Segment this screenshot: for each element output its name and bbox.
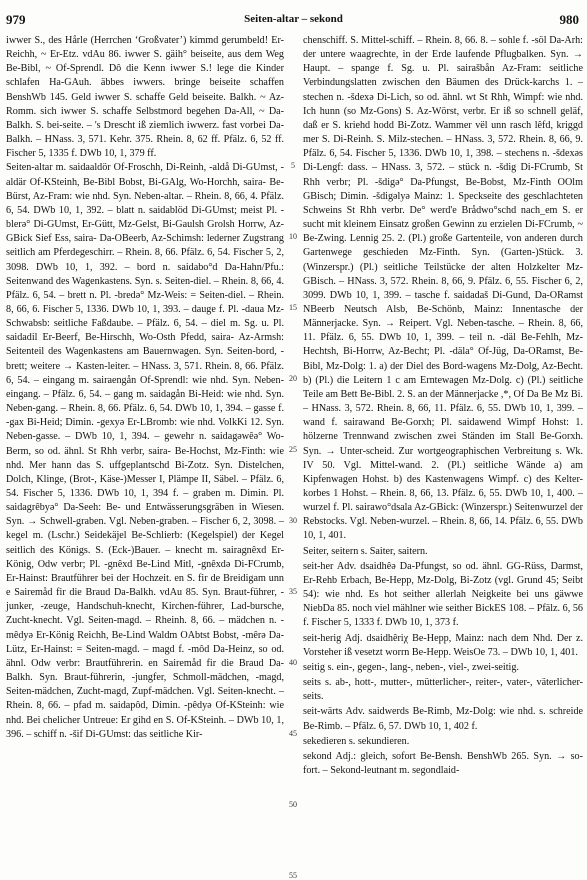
page-header — [0, 0, 587, 30]
entry-seit-herig: seit-herig Adj. dsaidhêriχ Be-Hepp, Mainz: nach dem Nhd. Der z. Vorsteher iß vesetzt worrn Be-Hepp. WeisOe 73. – DWb 10, 1, 401. — [303, 632, 583, 658]
line-number: 35 — [289, 587, 297, 596]
line-number: 5 — [291, 161, 295, 170]
line-number: 30 — [289, 516, 297, 525]
page-number-left: 979 — [6, 12, 26, 27]
entry-sekond: sekond Adj.: gleich, sofort Be-Bensh. BenshWb 265. Syn. → so-fort. – Sekond-leutnant m. segondlaid- — [303, 750, 583, 776]
line-number: 15 — [289, 303, 297, 312]
entry-seiten-continued: iwwer S., des Hårle (Herrchen ‘Großvater’) kimmd gerumbeld! Er-Reichh, ~ Er-Etz. vdAu 86. iwwer S. gäih° beiseite, aus dem Weg Be-Bibl, ~ Of-Sprendl. Dô die Kenn iwwer S.! lege die Kinder schlafen Ha-GAuh. äbbes iwwers. bringe beiseite schaffen BenshWb 145. Geld iwwer S. schaffe Geld beiseite. Balkh. ~ Az-Romm. sich iwwer S. schaffe Selbstmord begehen Da-All, ~ Da-Balkh. S. bei-seite. – 's Drescht iß ziemlich iwwerz. fast vorbei Da-Balkh. – HNass. 3, 571. Kehr. 375. Rhein. 8, 62 ff. Pfälz. 6, 52 ff. Fischer 5, 1335 f. DWb 10, 1, 379 ff. — [6, 35, 284, 160]
line-number: 20 — [289, 374, 297, 383]
right-column — [303, 34, 583, 778]
page-number-right: 980 — [559, 12, 579, 27]
line-number: 55 — [289, 871, 297, 880]
entry-seiter: Seiter, seitern s. Saiter, saitern. — [303, 545, 428, 557]
line-number: 40 — [289, 658, 297, 667]
entry-seiten-continued-right: chenschiff. S. Mittel-schiff. – Rhein. 8, 66. 8. – sohle f. -söl Da-Arh: der untere waagrechte, in der Erde laufende Pflugbalken. Syn. → Haupt. – spange f. Sg. u. Pl. sairašbån Az-Fram: seitliche Verbindungslatten zwischen den Bäumen des Drück-karchs 1. – stechen n. -šdexə Di-Lich, so od. ähnl. wt St Rhh, Wimpf: wie nhd. Ich hunn (so Mz-Gons) S. Az-Wörst, verbr. Er iß so schnell geläf, daß er S. kriehd hodd Bi-Zotz. Wammer vël unn rasch lêfd, kriggd mer S. Di-Reinh. S. Milz-stechen. – HNass. 3, 572. Rhein. 8, 66, 9. Pfälz. 6, 54. Fischer 5, 1336. DWb 10, 1, 398. – stechens n. -šdexəs Di-Lengf: dass. – HNass. 3, 572. – stück n. -šdig Di-FCrumb, St Rhh verbr; Pl. -šdigə° Da-Pfungst, Be-Bobst, Mz-Finth OOlm GBisch; Dimin. -šdigəlyə Mainz: 1. Speckseite des geschlachteten Schweins St Rhh verbr. De° werd'e Brådwo°schd nach_em S. er sucht mit kleinem Einsatz großen Gewinn zu erzielen Di-FCrumb, ~ Be-Zwing. Lennig 25. 2. (Pl.) große Gartenteile, von anderen durch Gartenwege geschieden Mz-Finth. Syn. (Garten-)Stück. 3. (Winzerspr.) (Pl.) seitliche Teilstücke der alten Holzkelter Mz-GBisch. – HNass. 3, 572. Rhein. 8, 66, 9. Pfälz. 6, 55. Fischer 6, 2, 3099. DWb 10, 1, 399. – tasche f. saidadaš Di-Gund, Da-ORamst NBeerb Neutsch Alsb, Be-Schönb, Mainz: Innentasche der Männerjacke. Syn. → Reipert. Vgl. Neben-tasche. – Rhein. 8, 66, 11. Pfälz. 6, 55. DWb 10, 1, 399. – teil n. -däl Be-Fehlh, Mz-Hechtsh, Bi-Horrw, Az-Becht; Pl. -däla° Of-Jüg, Da-ORamst, Be-Bibl, Mz-Dolg: 1. a) der Diel des Bord-wagens Mz-Dolg, Az-Becht. b) (Pl.) die Leitern 1 c am Erntewagen Mz-Dolg. c) (Pl.) seitliche Teile am Bett Be-Bibl. 2. S. an der Männerjacke ,*, Of Da Be Mz Bi. – HNass. 3, 572. Rhein. 8, 66, 11. Pfälz. 6, 55. DWb 10, 1, 399. – wand f. sairawand Be-Gorxh; Pl. saidawend Wimpf Hohst: 1. hölzerne Trennwand zwischen zwei Ständen im Stall Be-Gorxh. Syn. → Unter-scheid. Zur wortgeographischen Verbreitung s. Wk. IV 50. Vgl. Mittel-wand. 2. (Pl.) seitliche Wände a) am Kipfenwagen Hohst. b) des Kastenwagens Wimpf. c) des Kelter-korbes 1 Hohst. – Rhein. 8, 66, 13. Pfälz. 6, 55. DWb 10, 1, 400. – wurzel f. Pl. sairawo°dsala Az-GBick: (Winzerspr.) Seitenwurzel der Rebstocks. Vgl. Neben-wurzel. – Rhein. 8, 66, 14. Pfälz. 6, 55. DWb 10, 1, 401. — [303, 35, 583, 542]
entry-seitig: seitig s. ein-, gegen-, lang-, neben-, viel-, zwei-seitig. — [303, 661, 519, 673]
line-number: 10 — [289, 232, 297, 241]
line-number: 50 — [289, 800, 297, 809]
line-number: 45 — [289, 729, 297, 738]
entry-seit-waerts: seit-wärts Adv. saidwerds Be-Rimb, Mz-Dolg: wie nhd. s. schreide Be-Rimb. – Pfälz. 6, 57. DWb 10, 1, 402 f. — [303, 706, 583, 732]
entry-seits: seits s. ab-, hott-, mutter-, mütterlicher-, reiter-, vater-, väterlicher-seits. — [303, 677, 583, 703]
running-head: Seiten-altar – sekond — [244, 13, 343, 25]
line-number: 25 — [289, 445, 297, 454]
left-column — [6, 34, 284, 742]
entry-sekedieren: sekedieren s. sekundieren. — [303, 735, 410, 747]
entry-seit-her: seit-her Adv. dsaidhêə Da-Pfungst, so od. ähnl. GG-Rüss, Darmst, Er-Rehb Erbach, Be-Hepp, Mz-Dolg, Bi-Zotz (vgl. Grund 45; Seibt 54): wie nhd. Es hot seither allerlah Neigkeite bei uns gäwwe NiebDa 85. noch viel mählner wie seither BickES 108. – Pfälz. 6, 56 f. Fischer 5, 1333 f. DWb 10, 1, 373 f. — [303, 560, 583, 629]
entry-seiten-altar: Seiten-altar m. saidaaldör Of-Froschh, Di-Reinh, -aldå Di-GUmst, -aldär Of-KSteinh, Be-Bibl Bobst, Bi-GAlg, Wo-Horchh, saira- Be-Bürst, Az-Fram: wie nhd. Syn. Neben-altar. – Rhein. 8, 66, 4. Pfälz. 6, 54. DWb 10, 1, 392. – blatt n. saidablöd Di-GUmst; meist Pl. -blerə° Di-GUmst, Er-Gütt, Mz-Gelst, Bi-Gaulsh Grolsh Horrw, Az-GBick Sief Ess, saira- Da-OBeerb, Az-Schimsh: lederner Zugstrang seitlich am Pferdegeschirr. – Rhein. 8, 66. Pfälz. 6, 54. Fischer 5, 2, 3098. DWb 10, 1, 392. – bord n. saidabo°d Da-Hahn/Pfu.: Seitenwand des Wagenkastens. Syn. s. Seiten-diel. – Rhein. 8, 66, 4. Pfälz. 6, 54. – brett n. Pl. -bredə° Mz-Weis: = Seiten-diel. – Rhein. 8, 66, 6. Fischer 5, 1336. DWb 10, 1, 393. – dauge f. Pl. -daua Mz-Schwabsb: seitliche Faßdaube. – Pfälz. 6, 54. – diel m. Sg. u. Pl. saidadil Er-Beerf, Be-Hirschh, Wo-Osth Pfedd, saira- Az-Armsh: Seitenteil des Wagenkastens am Bauernwagen. Syn. Seiten-bord, -brett; weitere → Kasten-leiter. – HNass. 3, 571. Rhein. 8, 66. Pfälz. 6, 54. – eingang m. sairaengån Of-Sprendl: wie nhd. Syn. Neben-eingang. – Pfälz. 6, 54. – gang m. saidagån Bi-Heid: wie nhd. Syn. Neben-gang. – Rhein. 8, 66. Pfälz. 6, 54. DWb 10, 1, 394. – gasse f. -gax Bi-Heid; Dimin. -gexyə Er-LBromb: wie nhd. VolkKi 12. Syn. Neben-gasse. – DWb 10, 1, 394. – gewehr n. saidagəwêə° Wo-Berm, so od. ähnl. St Rhh verbr, saira- Be-Hochst, Mz-Finth: wie nhd. Mer hann das S. uffgeplantschd Bi-Zotz. Syn. Distelchen, Dolch, Klinge, (Brot-, Käse-)Messer I, Plämpe II, Säbel. – Pfälz. 6, 54. Fischer 5, 1336. DWb 10, 1, 394 f. – graben m. Dimin. Pl. saidagrêbyə° Da-Seeh: Be- und Entwässerungsgräben in Wiesen. Syn. → Schwell-graben. Vgl. Neben-graben. – Fischer 6, 2, 3098. – kegel m. (Lschr.) Seidekäjel Be-Schlierb: (Kegelspiel) der Kegel seitlich des Königs. S. (Eck-)Bauer. – knecht m. sairagnêxd Er-König, Odw verbr; Pl. -gnêxd Be-Lind Mitl, -gnêxdə Di-FCrumb, Er-Hainst: Brautführer bei der Hochzeit. en S. fir de Breidigam unn e Sairemåd fir die Braud Da-Balkh. vdAu 85. Syn. Braut-führer, -junker, -zeuge, Handschuh-knecht, Kirchen-führer, Lad-bursche, Zucht-knecht. Vgl. Seiten-magd. – Rheinh. 8, 66. – mädchen n. -mêdyə Er-König Reichh, Be-Lind Waldm OAbtst Bobst, -mêrə Da-Lütz, Er-Hainst: = Seiten-magd. – magd f. -môd Da-Heinz, so od. ähnl. Odw verbr: Brautführerin. en Sairemåd fir die Braud Da-Balkh. Syn. Braut-führerin, -jungfer, Schmoll-mädchen, -magd, Seiten-mädchen, Zucht-magd, Zupf-mädchen. Vgl. Seiten-knecht. – Rhein. 8, 66. – pfad m. saidapôd, Dimin. -pêdyə Of-KSteinh: wie nhd. Bei chelicher Untreue: Er gihd en S. Of-KSteinh. – DWb 10, 1, 396. – schiff n. -šif Di-GUmst: das seitliche Kir- — [6, 162, 284, 740]
